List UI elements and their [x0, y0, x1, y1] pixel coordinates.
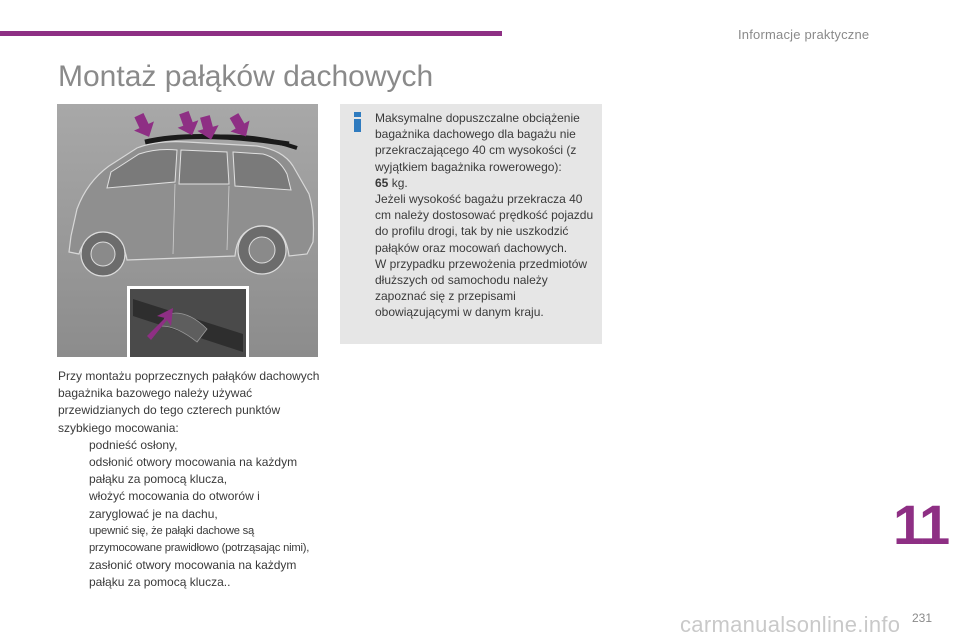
instructions-list: [58, 437, 320, 592]
instructions-intro: Przy montażu poprzecznych pałąków dachowych bagażnika bazowego należy używać przewidzianych do tego czterech punktów szybkiego mocowania:: [58, 369, 320, 435]
list-item: włożyć mocowania do otworów i zaryglować je na dachu,: [89, 489, 260, 521]
list-item: zasłonić otwory mocowania na każdym pałąku za pomocą klucza..: [89, 558, 297, 590]
info-box: [340, 104, 602, 344]
chapter-number: 11: [893, 493, 949, 556]
info-paragraph3: W przypadku przewożenia przedmiotów dłuższych od samochodu należy zapoznać się z przepisami obowiązującymi w danym kraju.: [375, 256, 588, 320]
info-line1: Maksymalne dopuszczalne obciążenie bagażnika dachowego dla bagażu nie przekraczającego 40 cm wysokości (z wyjątkiem bagażnika rowerowego):: [375, 111, 580, 174]
section-title: Informacje praktyczne: [738, 27, 870, 42]
car-drawing-svg: [57, 104, 318, 357]
weight-value: 65: [375, 175, 389, 190]
info-paragraph2: Jeżeli wysokość bagażu przekracza 40 cm należy dostosować prędkość pojazdu do profilu drogi, tak by nie uszkodzić pałąków oraz mocowań dachowych.: [375, 192, 594, 255]
page-title: Montaż pałąków dachowych: [58, 60, 434, 93]
list-item: podnieść osłony,: [89, 437, 178, 452]
car-roof-bars-illustration: [57, 104, 318, 357]
info-text: [375, 110, 597, 321]
info-icon: [352, 112, 364, 132]
page-number: 231: [912, 611, 933, 625]
weight-unit: kg.: [388, 175, 408, 190]
instructions-text: [58, 368, 320, 592]
header-accent-bar: [0, 31, 502, 36]
watermark: carmanualsonline.info: [680, 612, 901, 637]
list-item: upewnić się, że pałąki dachowe są przymocowane prawidłowo (potrząsając nimi),: [89, 524, 310, 555]
list-item: odsłonić otwory mocowania na każdym pałąku za pomocą klucza,: [89, 455, 298, 487]
